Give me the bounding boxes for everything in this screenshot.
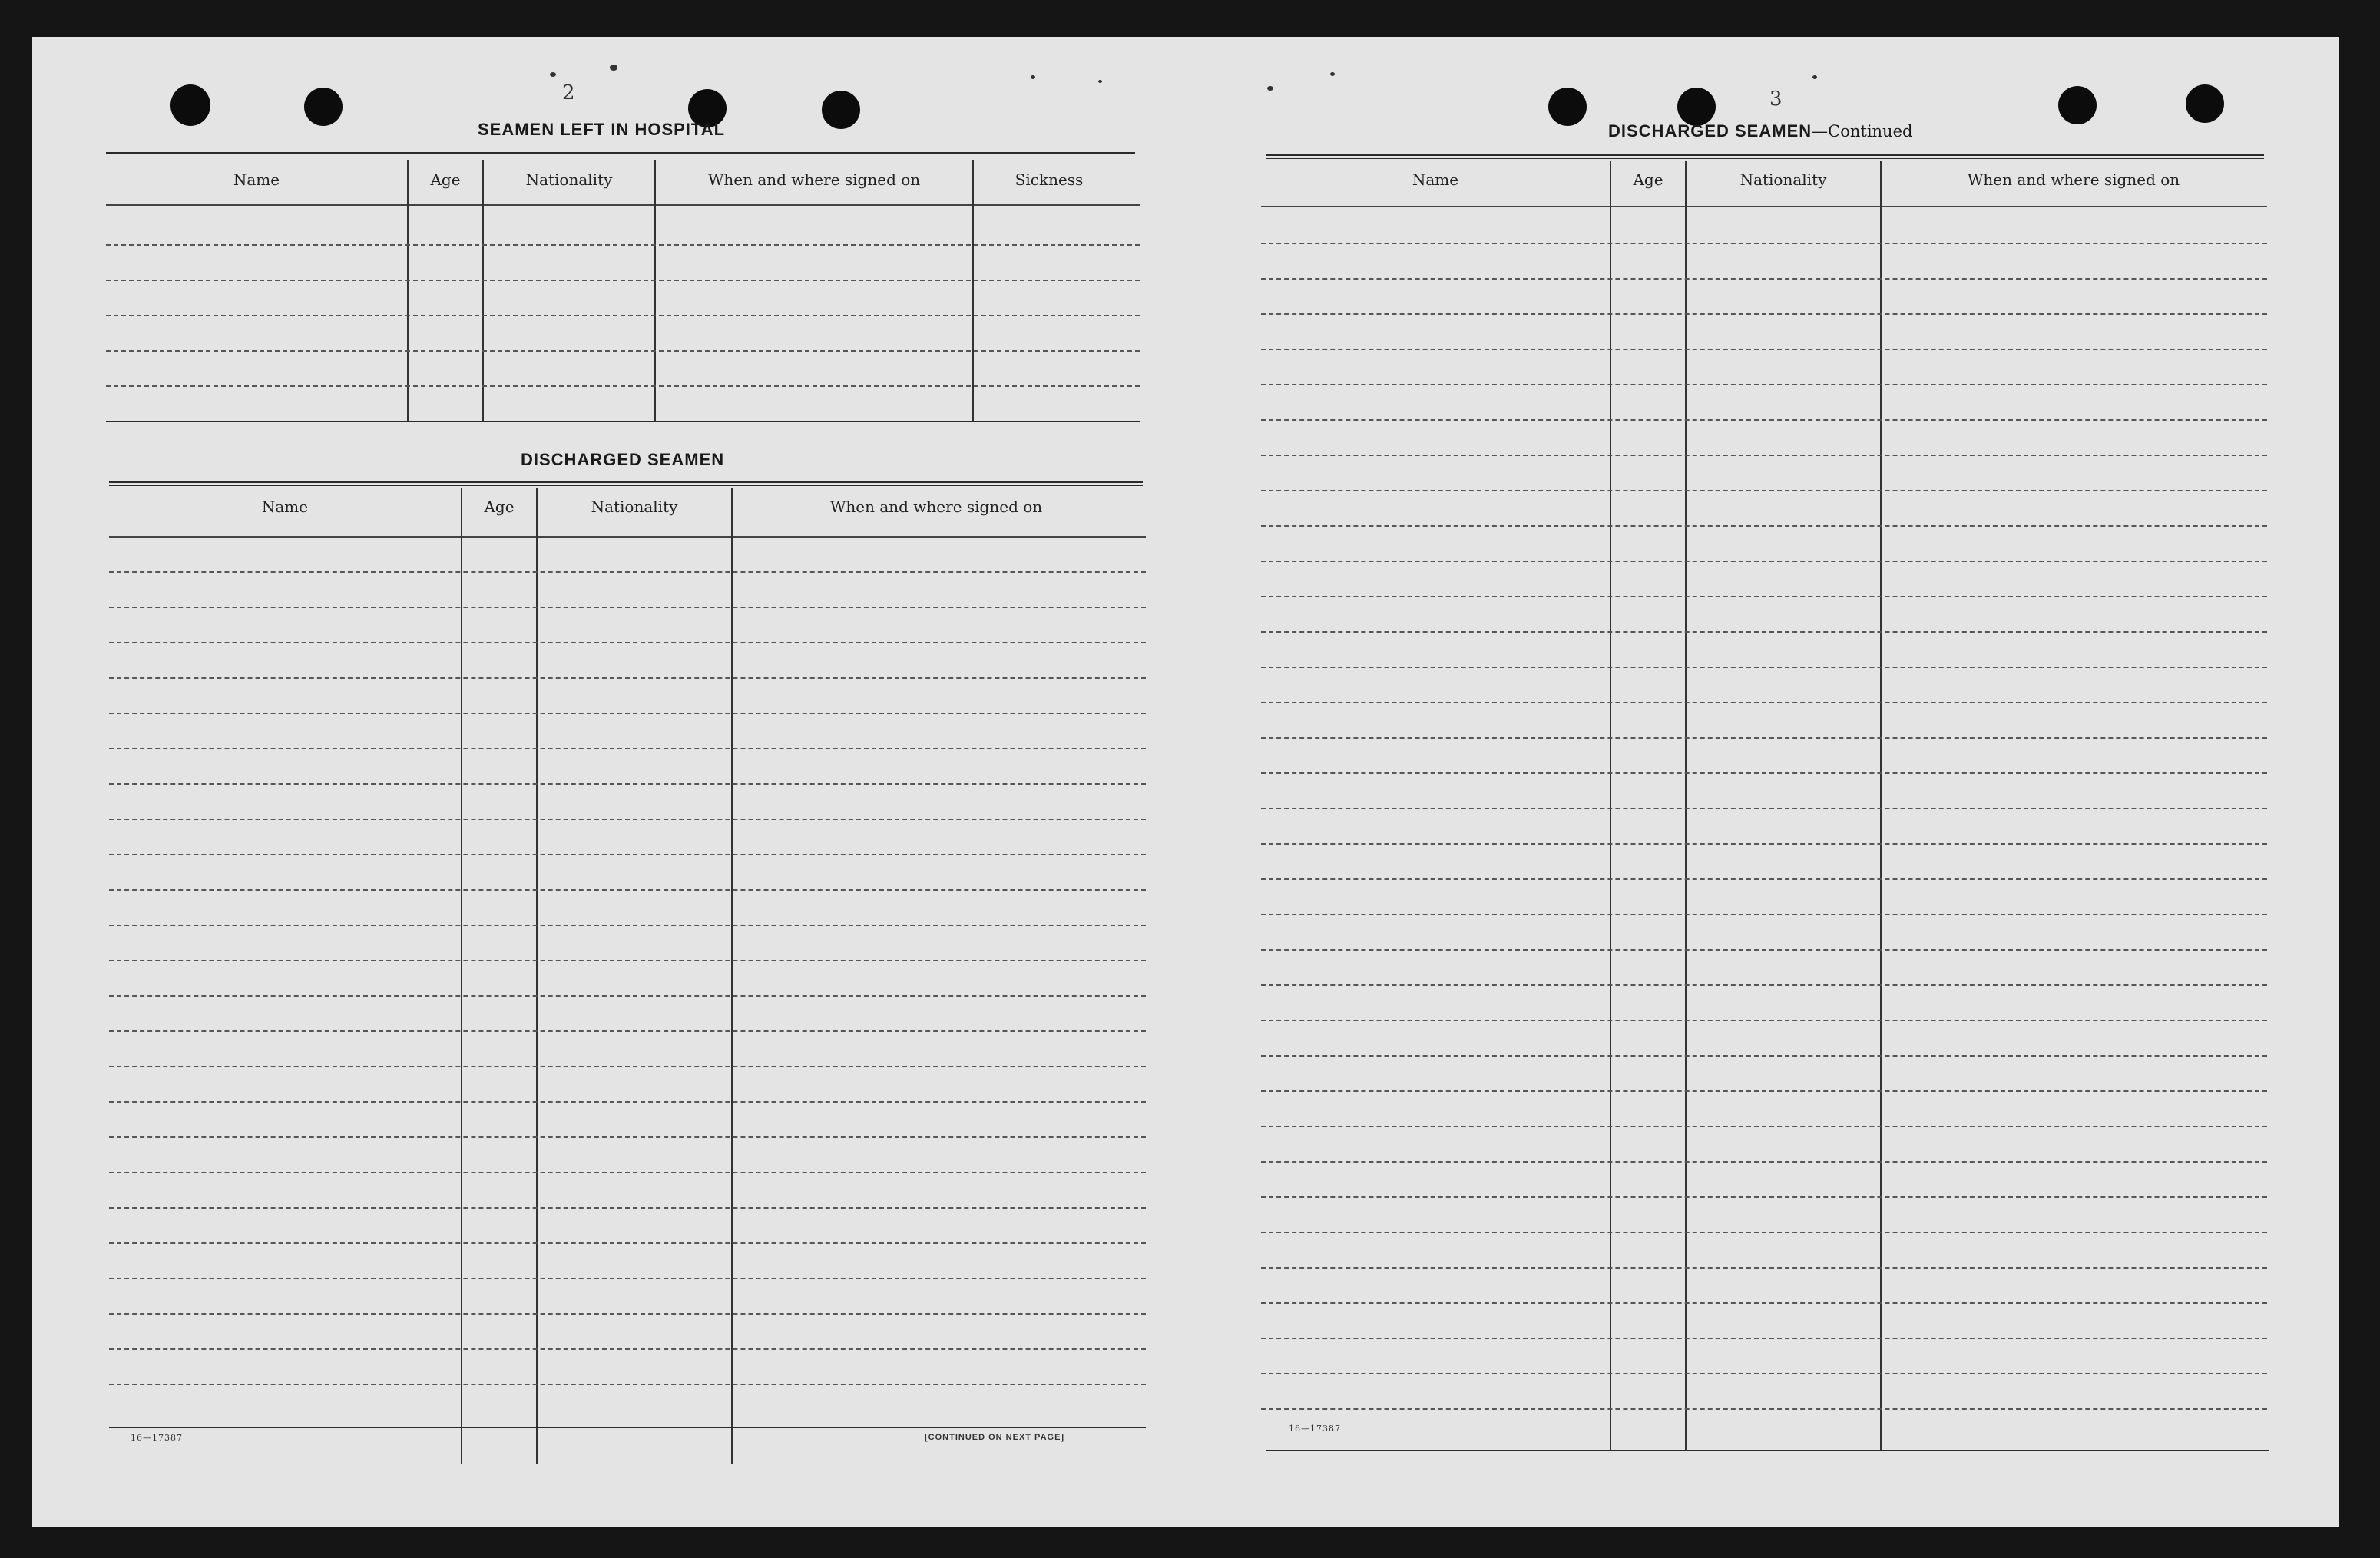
blank-entry-line <box>1261 596 2267 597</box>
discharged-bottom-rule <box>109 1427 1146 1428</box>
blank-entry-line <box>106 315 1140 316</box>
continued-top-rule-thin <box>1266 158 2264 159</box>
blank-entry-line <box>1261 808 2267 809</box>
blank-entry-line <box>1261 490 2267 491</box>
continued-col-divider <box>1880 161 1882 1451</box>
discharged-top-rule-thin <box>109 485 1143 486</box>
blank-entry-line <box>1261 1373 2267 1374</box>
blank-entry-line <box>109 960 1146 961</box>
discharged-col-nationality: Nationality <box>591 498 678 516</box>
blank-entry-line <box>109 748 1146 749</box>
blank-entry-line <box>1261 1055 2267 1057</box>
blank-entry-line <box>1261 984 2267 986</box>
blank-entry-line <box>106 244 1140 246</box>
ink-speck <box>1330 72 1335 76</box>
discharged-continued-title-text: DISCHARGED SEAMEN <box>1608 121 1812 141</box>
blank-entry-line <box>1261 278 2267 280</box>
hospital-section-title: SEAMEN LEFT IN HOSPITAL <box>478 120 726 139</box>
blank-entry-line <box>1261 1196 2267 1198</box>
blank-entry-line <box>109 889 1146 891</box>
punch-hole <box>2058 86 2097 124</box>
hospital-col-nationality: Nationality <box>525 170 613 189</box>
blank-entry-line <box>1261 737 2267 739</box>
blank-entry-line <box>109 1136 1146 1138</box>
blank-entry-line <box>1261 561 2267 562</box>
discharged-col-signed-on: When and where signed on <box>829 498 1043 516</box>
hospital-col-divider <box>654 160 656 421</box>
continued-bottom-rule <box>1266 1450 2269 1451</box>
blank-entry-line <box>1261 419 2267 421</box>
continued-suffix: —Continued <box>1812 122 1913 141</box>
blank-entry-line <box>109 995 1146 997</box>
hospital-top-rule <box>106 152 1135 154</box>
blank-entry-line <box>1261 1302 2267 1304</box>
punch-hole <box>822 91 860 129</box>
blank-entry-line <box>1261 949 2267 951</box>
blank-entry-line <box>109 1172 1146 1173</box>
blank-entry-line <box>109 925 1146 926</box>
blank-entry-line <box>109 1348 1146 1350</box>
continued-col-age: Age <box>1633 170 1663 189</box>
hospital-col-divider <box>407 160 409 421</box>
blank-entry-line <box>1261 702 2267 703</box>
blank-entry-line <box>1261 667 2267 668</box>
discharged-continued-title <box>1608 121 1912 141</box>
continued-col-divider <box>1610 161 1611 1451</box>
blank-entry-line <box>1261 772 2267 774</box>
hospital-col-divider <box>972 160 974 421</box>
hospital-header-rule <box>106 204 1140 206</box>
continued-note: [CONTINUED ON NEXT PAGE] <box>925 1433 1065 1442</box>
page-number: 2 <box>562 81 575 104</box>
blank-entry-line <box>1261 1126 2267 1127</box>
discharged-col-divider <box>461 488 462 1464</box>
blank-entry-line <box>109 1384 1146 1385</box>
blank-entry-line <box>106 280 1140 281</box>
ink-speck <box>1812 75 1817 79</box>
discharged-header-rule <box>109 536 1146 538</box>
discharged-col-divider <box>731 488 733 1464</box>
blank-entry-line <box>109 819 1146 820</box>
hospital-col-signed-on: When and where signed on <box>707 170 921 189</box>
ink-speck <box>610 65 617 71</box>
continued-header-rule <box>1261 206 2267 207</box>
blank-entry-line <box>1261 313 2267 315</box>
blank-entry-line <box>106 350 1140 352</box>
discharged-col-age: Age <box>484 498 515 516</box>
page-number: 3 <box>1769 88 1783 111</box>
blank-entry-line <box>1261 1338 2267 1339</box>
form-number: 16—17387 <box>131 1433 183 1443</box>
hospital-col-age: Age <box>430 170 461 189</box>
blank-entry-line <box>1261 243 2267 244</box>
hospital-col-divider <box>482 160 484 421</box>
blank-entry-line <box>1261 1020 2267 1021</box>
ink-speck <box>1098 80 1102 83</box>
discharged-col-divider <box>536 488 538 1464</box>
blank-entry-line <box>109 642 1146 643</box>
blank-entry-line <box>109 713 1146 714</box>
blank-entry-line <box>1261 1267 2267 1269</box>
blank-entry-line <box>109 1066 1146 1067</box>
discharged-top-rule <box>109 481 1143 483</box>
blank-entry-line <box>109 854 1146 855</box>
hospital-bottom-rule <box>106 421 1140 422</box>
punch-hole <box>2186 84 2224 123</box>
blank-entry-line <box>109 783 1146 785</box>
blank-entry-line <box>109 1242 1146 1244</box>
continued-top-rule <box>1266 154 2264 156</box>
blank-entry-line <box>109 571 1146 573</box>
blank-entry-line <box>1261 525 2267 527</box>
hospital-col-sickness: Sickness <box>1015 170 1084 189</box>
blank-entry-line <box>109 1207 1146 1209</box>
blank-entry-line <box>1261 878 2267 880</box>
blank-entry-line <box>1261 349 2267 350</box>
blank-entry-line <box>109 1278 1146 1279</box>
discharged-col-name: Name <box>261 498 309 516</box>
blank-entry-line <box>1261 1408 2267 1410</box>
blank-entry-line <box>1261 1090 2267 1092</box>
continued-col-signed-on: When and where signed on <box>1967 170 2180 189</box>
ink-speck <box>1031 75 1035 79</box>
blank-entry-line <box>109 1030 1146 1032</box>
continued-col-divider <box>1685 161 1687 1451</box>
blank-entry-line <box>109 677 1146 679</box>
blank-entry-line <box>109 607 1146 608</box>
blank-entry-line <box>1261 1161 2267 1163</box>
punch-hole <box>170 84 210 126</box>
ink-speck <box>1267 86 1273 91</box>
blank-entry-line <box>106 385 1140 387</box>
ink-speck <box>550 72 556 77</box>
continued-col-nationality: Nationality <box>1739 170 1827 189</box>
blank-entry-line <box>1261 914 2267 915</box>
blank-entry-line <box>1261 843 2267 845</box>
punch-hole <box>1677 88 1716 126</box>
blank-entry-line <box>1261 455 2267 456</box>
hospital-col-name: Name <box>233 170 280 189</box>
form-number: 16—17387 <box>1289 1424 1341 1434</box>
punch-hole <box>304 88 343 126</box>
blank-entry-line <box>109 1313 1146 1315</box>
document-sheet <box>32 37 2339 1527</box>
discharged-section-title: DISCHARGED SEAMEN <box>521 450 725 469</box>
continued-col-name: Name <box>1412 170 1459 189</box>
blank-entry-line <box>1261 1232 2267 1233</box>
blank-entry-line <box>1261 384 2267 385</box>
punch-hole <box>1548 88 1587 126</box>
blank-entry-line <box>109 1101 1146 1103</box>
blank-entry-line <box>1261 631 2267 633</box>
